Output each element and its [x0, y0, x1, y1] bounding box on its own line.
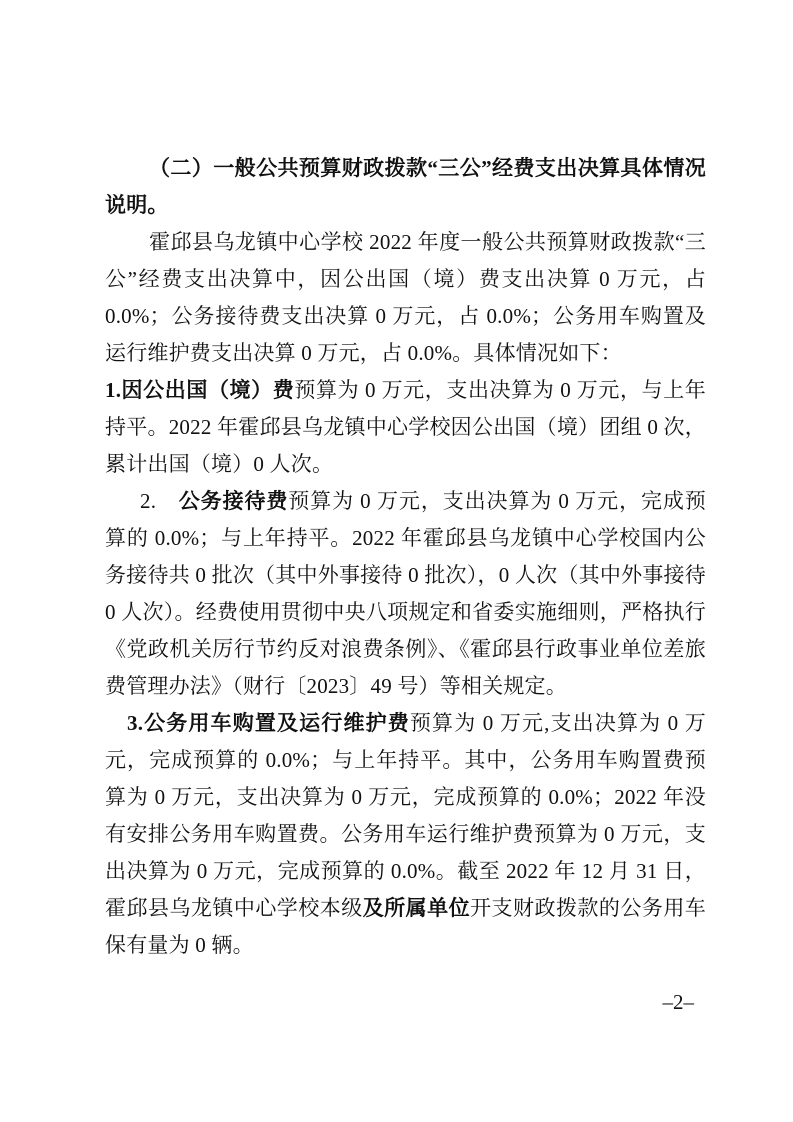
reception-text: 预算为 0 万元，支出决算为 0 万元，完成预算的 0.0%；与上年持平。2022 年霍邱县乌龙镇中心学校国内公务接待共 0 批次（其中外事接待 0 批次），0 人次（其中外事接待 0 人次）。经费使用贯彻中央八项规定和省委实施细则，严格执行《党政机关厉行节约反对浪费条例》、《霍邱县行政事业单位差旅费管理办法》（财行〔2023〕49 号）等相关规定。	[105, 489, 706, 698]
affiliated-units-term: 及所属单位	[362, 896, 471, 920]
section-heading-text: （二）一般公共预算财政拨款“三公”经费支出决算具体情况说明。	[105, 156, 706, 217]
paragraph-overseas-travel	[105, 372, 706, 483]
paragraph-intro	[105, 224, 706, 372]
paragraph-official-reception	[105, 483, 706, 705]
vehicles-term: 3.公务用车购置及运行维护费	[127, 711, 410, 735]
intro-text: 霍邱县乌龙镇中心学校 2022 年度一般公共预算财政拨款“三公”经费支出决算中，因公出国（境）费支出决算 0 万元，占 0.0%；公务接待费支出决算 0 万元，占 0.0%；公务用车购置及运行维护费支出决算 0 万元，占 0.0%。具体情况如下：	[105, 230, 706, 365]
overseas-travel-text: 预算为 0 万元，支出决算为 0 万元，与上年持平。2022 年霍邱县乌龙镇中心学校因公出国（境）团组 0 次，累计出国（境）0 人次。	[105, 378, 707, 476]
vehicles-text-1: 预算为 0 万元,支出决算为 0 万元，完成预算的 0.0%；与上年持平。其中，公务用车购置费预算为 0 万元，支出决算为 0 万元，完成预算的 0.0%；2022 年没有安排公务用车购置费。公务用车运行维护费预算为 0 万元，支出决算为 0 万元，完成预算的 0.0%。截至 2022 年 12 月 31 日，霍邱县乌龙镇中心学校本级	[105, 711, 706, 920]
paragraph-official-vehicles	[105, 705, 706, 964]
section-heading	[105, 150, 706, 224]
page-number: –2–	[662, 990, 694, 1014]
reception-term: 公务接待费	[178, 489, 289, 513]
document-body	[105, 150, 706, 964]
vehicles-text-2: 开支财政拨款的公务用车保有量为 0 辆。	[105, 896, 706, 957]
reception-item-number: 2.	[140, 489, 179, 513]
overseas-travel-term: 1.因公出国（境）费	[105, 378, 295, 402]
